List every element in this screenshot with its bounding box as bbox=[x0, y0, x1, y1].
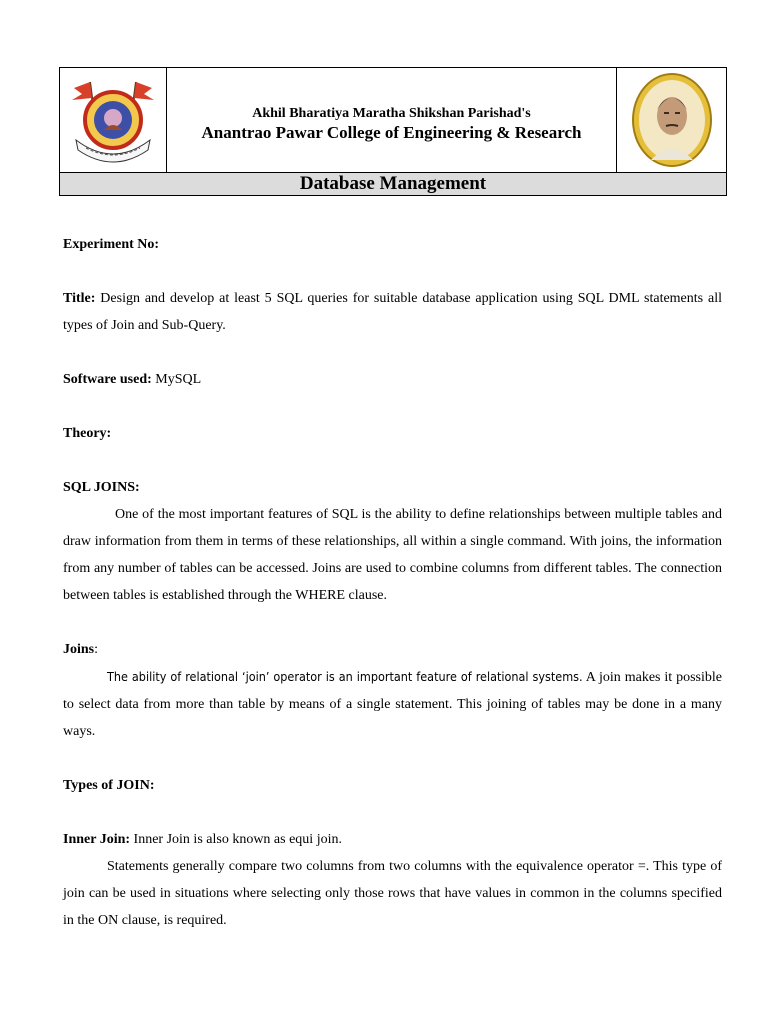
inner-join-line bbox=[63, 826, 722, 853]
experiment-label: Experiment No: bbox=[63, 237, 160, 252]
photo-cell bbox=[616, 68, 726, 172]
inner-join-label: Inner Join: bbox=[63, 832, 131, 847]
document-body bbox=[63, 231, 722, 934]
software-line bbox=[63, 366, 722, 393]
inner-join-value: Inner Join is also known as equi join. bbox=[133, 832, 342, 847]
joins-paragraph-rest: A join makes it possible to select data from more than table by means of a single statement. This joining of tables may be done in a many ways. bbox=[63, 670, 722, 739]
society-name: Akhil Bharatiya Maratha Shikshan Parishad's bbox=[252, 105, 531, 121]
title-label: Title: bbox=[63, 291, 96, 306]
joins-heading-text: Joins bbox=[63, 642, 95, 657]
logo-cell bbox=[60, 68, 167, 172]
header-top-row bbox=[60, 68, 726, 173]
title-paragraph bbox=[63, 285, 722, 339]
sql-joins-heading-text: SQL JOINS: bbox=[63, 480, 140, 495]
types-heading-text: Types of JOIN: bbox=[63, 778, 155, 793]
header-title-cell bbox=[167, 68, 616, 172]
header-table bbox=[59, 67, 727, 196]
college-emblem-icon bbox=[64, 74, 162, 166]
theory-line bbox=[63, 420, 722, 447]
joins-paragraph-lead: The ability of relational ‘join’ operator is an important feature of relational systems. bbox=[107, 669, 583, 684]
founder-portrait-icon bbox=[631, 72, 713, 168]
sql-joins-heading bbox=[63, 474, 722, 501]
software-label: Software used: bbox=[63, 372, 152, 387]
inner-join-paragraph: Statements generally compare two columns from two columns with the equivalence operator =. This type of join can be used in situations where selecting only those rows that have values in common in the columns specified in the ON clause, is required. bbox=[63, 859, 722, 928]
theory-label: Theory: bbox=[63, 426, 112, 441]
college-name: Anantrao Pawar College of Engineering & Research bbox=[201, 122, 582, 142]
types-heading bbox=[63, 772, 722, 799]
joins-paragraph bbox=[63, 663, 722, 745]
experiment-line bbox=[63, 231, 722, 258]
software-value: MySQL bbox=[155, 372, 202, 387]
joins-heading: Joins: bbox=[63, 642, 99, 657]
title-text: Design and develop at least 5 SQL queries for suitable database application using SQL DML statements all types of Join and Sub-Query. bbox=[63, 291, 722, 333]
subject-bar: Database Management bbox=[60, 173, 726, 195]
sql-joins-paragraph: One of the most important features of SQL is the ability to define relationships between multiple tables and draw information from them in terms of these relationships, all within a single command. With joins, the information from any number of tables can be accessed. Joins are used to combine columns from different tables. The connection between tables is established through the WHERE clause. bbox=[63, 507, 722, 603]
